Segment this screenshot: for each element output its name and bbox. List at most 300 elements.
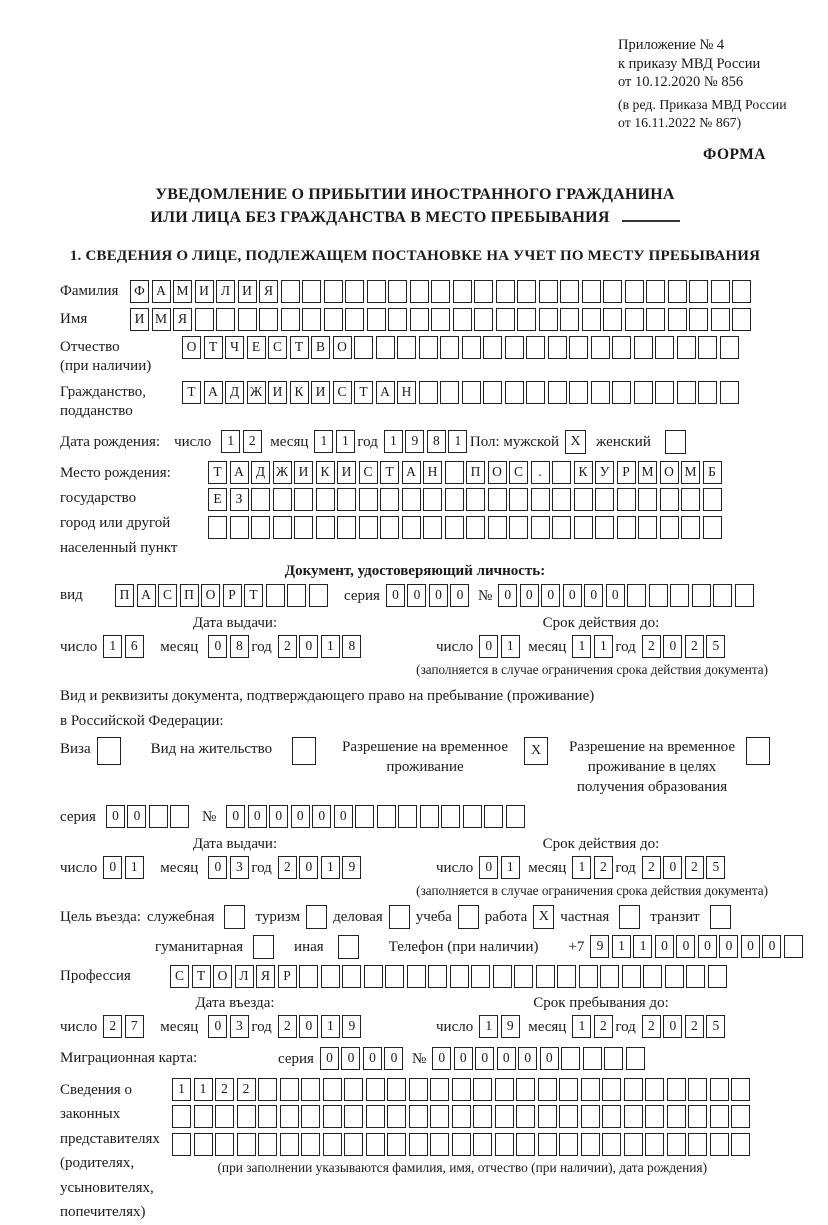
char-cell[interactable]	[627, 584, 646, 607]
char-cell[interactable]	[603, 280, 622, 303]
char-cell[interactable]	[688, 1105, 707, 1128]
char-cell[interactable]: Ф	[130, 280, 149, 303]
char-cell[interactable]: 2	[278, 1015, 297, 1038]
char-cell[interactable]	[516, 1078, 535, 1101]
char-cell[interactable]: Б	[703, 461, 722, 484]
char-cell[interactable]: М	[152, 308, 171, 331]
char-cell[interactable]: О	[201, 584, 220, 607]
char-cell[interactable]	[359, 516, 378, 539]
char-cell[interactable]: И	[337, 461, 356, 484]
char-cell[interactable]	[634, 336, 653, 359]
char-cell[interactable]: 0	[663, 635, 682, 658]
char-cell[interactable]: У	[595, 461, 614, 484]
char-cell[interactable]: Н	[397, 381, 416, 404]
char-cell[interactable]: 1	[125, 856, 144, 879]
char-cell[interactable]	[380, 516, 399, 539]
purpose-sluzhebnaya-checkbox[interactable]	[224, 905, 245, 929]
char-cell[interactable]	[579, 965, 598, 988]
char-cell[interactable]	[660, 516, 679, 539]
char-cell[interactable]	[280, 1078, 299, 1101]
char-cell[interactable]: Р	[617, 461, 636, 484]
char-cell[interactable]: 0	[341, 1047, 360, 1070]
char-cell[interactable]	[516, 1105, 535, 1128]
char-cell[interactable]: 0	[363, 1047, 382, 1070]
char-cell[interactable]	[496, 280, 515, 303]
char-cell[interactable]	[495, 1133, 514, 1156]
char-cell[interactable]	[473, 1078, 492, 1101]
char-cell[interactable]	[784, 935, 803, 958]
char-cell[interactable]	[667, 1105, 686, 1128]
char-cell[interactable]: О	[660, 461, 679, 484]
char-cell[interactable]: Д	[251, 461, 270, 484]
char-cell[interactable]: В	[311, 336, 330, 359]
char-cell[interactable]	[445, 516, 464, 539]
char-cell[interactable]	[711, 308, 730, 331]
char-cell[interactable]: Р	[223, 584, 242, 607]
char-cell[interactable]	[677, 381, 696, 404]
char-cell[interactable]	[195, 308, 214, 331]
char-cell[interactable]: 0	[299, 635, 318, 658]
char-cell[interactable]	[552, 488, 571, 511]
char-cell[interactable]: 1	[194, 1078, 213, 1101]
char-cell[interactable]	[237, 1133, 256, 1156]
char-cell[interactable]: .	[531, 461, 550, 484]
char-cell[interactable]	[708, 965, 727, 988]
char-cell[interactable]	[376, 336, 395, 359]
char-cell[interactable]	[251, 516, 270, 539]
char-cell[interactable]	[453, 308, 472, 331]
char-cell[interactable]	[649, 584, 668, 607]
char-cell[interactable]	[294, 516, 313, 539]
char-cell[interactable]	[539, 308, 558, 331]
char-cell[interactable]: М	[173, 280, 192, 303]
char-cell[interactable]	[505, 336, 524, 359]
char-cell[interactable]	[732, 308, 751, 331]
char-cell[interactable]	[380, 488, 399, 511]
char-cell[interactable]	[366, 1078, 385, 1101]
char-cell[interactable]	[689, 280, 708, 303]
char-cell[interactable]	[624, 1133, 643, 1156]
char-cell[interactable]	[591, 336, 610, 359]
char-cell[interactable]: 0	[741, 935, 760, 958]
char-cell[interactable]	[686, 965, 705, 988]
char-cell[interactable]	[466, 488, 485, 511]
char-cell[interactable]	[604, 1047, 623, 1070]
char-cell[interactable]	[431, 308, 450, 331]
char-cell[interactable]	[622, 965, 641, 988]
char-cell[interactable]	[692, 584, 711, 607]
char-cell[interactable]: Р	[278, 965, 297, 988]
char-cell[interactable]: 1	[501, 635, 520, 658]
char-cell[interactable]: 0	[320, 1047, 339, 1070]
char-cell[interactable]: 9	[501, 1015, 520, 1038]
char-cell[interactable]: И	[195, 280, 214, 303]
char-cell[interactable]: Т	[208, 461, 227, 484]
char-cell[interactable]: 0	[479, 856, 498, 879]
char-cell[interactable]: 1	[336, 430, 355, 453]
char-cell[interactable]: 0	[584, 584, 603, 607]
char-cell[interactable]	[488, 516, 507, 539]
char-cell[interactable]	[316, 488, 335, 511]
char-cell[interactable]	[595, 516, 614, 539]
char-cell[interactable]	[493, 965, 512, 988]
char-cell[interactable]: Т	[290, 336, 309, 359]
char-cell[interactable]	[409, 1133, 428, 1156]
char-cell[interactable]	[287, 584, 306, 607]
char-cell[interactable]	[149, 805, 168, 828]
char-cell[interactable]	[324, 280, 343, 303]
char-cell[interactable]	[560, 280, 579, 303]
char-cell[interactable]	[703, 516, 722, 539]
char-cell[interactable]	[559, 1105, 578, 1128]
char-cell[interactable]	[538, 1133, 557, 1156]
char-cell[interactable]	[634, 381, 653, 404]
purpose-inaya-checkbox[interactable]	[338, 935, 359, 959]
char-cell[interactable]	[172, 1105, 191, 1128]
char-cell[interactable]: А	[402, 461, 421, 484]
char-cell[interactable]: 2	[237, 1078, 256, 1101]
char-cell[interactable]	[731, 1105, 750, 1128]
char-cell[interactable]	[581, 1078, 600, 1101]
char-cell[interactable]	[557, 965, 576, 988]
char-cell[interactable]	[531, 516, 550, 539]
char-cell[interactable]	[273, 516, 292, 539]
char-cell[interactable]	[388, 308, 407, 331]
char-cell[interactable]: С	[158, 584, 177, 607]
char-cell[interactable]: 0	[312, 805, 331, 828]
char-cell[interactable]: 0	[208, 856, 227, 879]
char-cell[interactable]	[428, 965, 447, 988]
char-cell[interactable]: 2	[594, 1015, 613, 1038]
char-cell[interactable]: 5	[706, 1015, 725, 1038]
char-cell[interactable]: К	[574, 461, 593, 484]
char-cell[interactable]	[321, 965, 340, 988]
char-cell[interactable]	[216, 308, 235, 331]
char-cell[interactable]	[397, 336, 416, 359]
char-cell[interactable]	[665, 965, 684, 988]
char-cell[interactable]	[259, 308, 278, 331]
char-cell[interactable]: 0	[497, 1047, 516, 1070]
char-cell[interactable]	[602, 1133, 621, 1156]
char-cell[interactable]: Ж	[247, 381, 266, 404]
char-cell[interactable]	[625, 308, 644, 331]
char-cell[interactable]: 2	[278, 856, 297, 879]
char-cell[interactable]: 0	[719, 935, 738, 958]
char-cell[interactable]: Я	[259, 280, 278, 303]
char-cell[interactable]	[548, 381, 567, 404]
char-cell[interactable]	[301, 1133, 320, 1156]
char-cell[interactable]: 1	[384, 430, 403, 453]
char-cell[interactable]	[731, 1078, 750, 1101]
char-cell[interactable]: 8	[230, 635, 249, 658]
char-cell[interactable]	[452, 1133, 471, 1156]
char-cell[interactable]	[624, 1078, 643, 1101]
char-cell[interactable]: 1	[479, 1015, 498, 1038]
char-cell[interactable]	[667, 1078, 686, 1101]
char-cell[interactable]: А	[137, 584, 156, 607]
char-cell[interactable]	[440, 381, 459, 404]
char-cell[interactable]: 2	[243, 430, 262, 453]
char-cell[interactable]	[638, 488, 657, 511]
char-cell[interactable]	[645, 1133, 664, 1156]
char-cell[interactable]	[367, 280, 386, 303]
char-cell[interactable]	[474, 308, 493, 331]
char-cell[interactable]	[258, 1133, 277, 1156]
char-cell[interactable]	[595, 488, 614, 511]
char-cell[interactable]	[463, 805, 482, 828]
temp-residence-checkbox[interactable]: X	[524, 737, 548, 765]
char-cell[interactable]	[517, 280, 536, 303]
char-cell[interactable]	[441, 805, 460, 828]
char-cell[interactable]	[531, 488, 550, 511]
residence-permit-checkbox[interactable]	[292, 737, 316, 765]
char-cell[interactable]	[538, 1078, 557, 1101]
char-cell[interactable]: 2	[103, 1015, 122, 1038]
char-cell[interactable]	[645, 1105, 664, 1128]
purpose-turizm-checkbox[interactable]	[306, 905, 327, 929]
char-cell[interactable]	[538, 1105, 557, 1128]
purpose-delovaya-checkbox[interactable]	[389, 905, 410, 929]
char-cell[interactable]: 1	[103, 635, 122, 658]
char-cell[interactable]	[574, 516, 593, 539]
char-cell[interactable]	[172, 1133, 191, 1156]
char-cell[interactable]	[732, 280, 751, 303]
char-cell[interactable]	[617, 516, 636, 539]
char-cell[interactable]: 5	[706, 635, 725, 658]
char-cell[interactable]	[703, 488, 722, 511]
char-cell[interactable]	[514, 965, 533, 988]
char-cell[interactable]	[617, 488, 636, 511]
char-cell[interactable]	[316, 516, 335, 539]
char-cell[interactable]: П	[180, 584, 199, 607]
char-cell[interactable]	[539, 280, 558, 303]
char-cell[interactable]	[509, 488, 528, 511]
char-cell[interactable]: 1	[501, 856, 520, 879]
char-cell[interactable]: 0	[520, 584, 539, 607]
char-cell[interactable]	[710, 1078, 729, 1101]
char-cell[interactable]	[345, 280, 364, 303]
char-cell[interactable]: Ж	[273, 461, 292, 484]
female-checkbox[interactable]	[665, 430, 686, 454]
char-cell[interactable]	[516, 1133, 535, 1156]
char-cell[interactable]	[258, 1078, 277, 1101]
char-cell[interactable]	[689, 308, 708, 331]
char-cell[interactable]	[294, 488, 313, 511]
char-cell[interactable]: С	[333, 381, 352, 404]
char-cell[interactable]	[440, 336, 459, 359]
char-cell[interactable]	[660, 488, 679, 511]
char-cell[interactable]	[402, 516, 421, 539]
char-cell[interactable]	[398, 805, 417, 828]
char-cell[interactable]	[355, 805, 374, 828]
char-cell[interactable]	[323, 1078, 342, 1101]
char-cell[interactable]	[561, 1047, 580, 1070]
char-cell[interactable]	[430, 1105, 449, 1128]
char-cell[interactable]	[302, 280, 321, 303]
char-cell[interactable]	[548, 336, 567, 359]
char-cell[interactable]	[402, 488, 421, 511]
char-cell[interactable]	[735, 584, 754, 607]
char-cell[interactable]: 1	[448, 430, 467, 453]
visa-checkbox[interactable]	[97, 737, 121, 765]
char-cell[interactable]	[387, 1105, 406, 1128]
char-cell[interactable]: 2	[642, 856, 661, 879]
char-cell[interactable]	[337, 516, 356, 539]
char-cell[interactable]	[581, 1105, 600, 1128]
char-cell[interactable]: Т	[380, 461, 399, 484]
char-cell[interactable]: 0	[208, 635, 227, 658]
char-cell[interactable]	[354, 336, 373, 359]
char-cell[interactable]	[452, 1105, 471, 1128]
char-cell[interactable]: 1	[221, 430, 240, 453]
char-cell[interactable]	[559, 1078, 578, 1101]
char-cell[interactable]: 0	[663, 856, 682, 879]
char-cell[interactable]	[230, 516, 249, 539]
char-cell[interactable]: М	[638, 461, 657, 484]
char-cell[interactable]: О	[213, 965, 232, 988]
char-cell[interactable]	[612, 381, 631, 404]
char-cell[interactable]	[323, 1105, 342, 1128]
char-cell[interactable]	[509, 516, 528, 539]
char-cell[interactable]: 0	[518, 1047, 537, 1070]
char-cell[interactable]: 2	[642, 635, 661, 658]
char-cell[interactable]	[273, 488, 292, 511]
char-cell[interactable]	[301, 1105, 320, 1128]
char-cell[interactable]	[581, 1133, 600, 1156]
char-cell[interactable]	[710, 1133, 729, 1156]
char-cell[interactable]: 0	[454, 1047, 473, 1070]
char-cell[interactable]: 0	[540, 1047, 559, 1070]
char-cell[interactable]	[536, 965, 555, 988]
char-cell[interactable]: 0	[291, 805, 310, 828]
char-cell[interactable]	[410, 308, 429, 331]
temp-residence-education-checkbox[interactable]	[746, 737, 770, 765]
char-cell[interactable]	[670, 584, 689, 607]
char-cell[interactable]	[483, 336, 502, 359]
char-cell[interactable]	[569, 336, 588, 359]
char-cell[interactable]: 0	[386, 584, 405, 607]
char-cell[interactable]	[194, 1133, 213, 1156]
char-cell[interactable]	[423, 488, 442, 511]
char-cell[interactable]: 0	[334, 805, 353, 828]
char-cell[interactable]	[582, 308, 601, 331]
char-cell[interactable]: 9	[405, 430, 424, 453]
char-cell[interactable]: Л	[235, 965, 254, 988]
char-cell[interactable]	[342, 965, 361, 988]
char-cell[interactable]	[720, 336, 739, 359]
char-cell[interactable]	[420, 805, 439, 828]
char-cell[interactable]	[431, 280, 450, 303]
char-cell[interactable]: 0	[384, 1047, 403, 1070]
char-cell[interactable]	[638, 516, 657, 539]
char-cell[interactable]	[299, 965, 318, 988]
char-cell[interactable]: 3	[230, 1015, 249, 1038]
char-cell[interactable]	[681, 516, 700, 539]
char-cell[interactable]: С	[268, 336, 287, 359]
char-cell[interactable]: 2	[215, 1078, 234, 1101]
char-cell[interactable]: Т	[182, 381, 201, 404]
char-cell[interactable]: А	[204, 381, 223, 404]
char-cell[interactable]: 0	[541, 584, 560, 607]
char-cell[interactable]	[711, 280, 730, 303]
char-cell[interactable]: Т	[192, 965, 211, 988]
char-cell[interactable]	[377, 805, 396, 828]
char-cell[interactable]: 6	[125, 635, 144, 658]
char-cell[interactable]	[710, 1105, 729, 1128]
char-cell[interactable]	[626, 1047, 645, 1070]
char-cell[interactable]: К	[316, 461, 335, 484]
char-cell[interactable]	[309, 584, 328, 607]
char-cell[interactable]	[453, 280, 472, 303]
char-cell[interactable]: 0	[606, 584, 625, 607]
char-cell[interactable]: Я	[256, 965, 275, 988]
char-cell[interactable]	[281, 280, 300, 303]
char-cell[interactable]: 0	[676, 935, 695, 958]
char-cell[interactable]: О	[488, 461, 507, 484]
char-cell[interactable]: Я	[173, 308, 192, 331]
char-cell[interactable]: 9	[590, 935, 609, 958]
char-cell[interactable]	[445, 488, 464, 511]
char-cell[interactable]	[517, 308, 536, 331]
char-cell[interactable]: А	[376, 381, 395, 404]
char-cell[interactable]	[344, 1133, 363, 1156]
char-cell[interactable]	[474, 280, 493, 303]
char-cell[interactable]: 0	[269, 805, 288, 828]
char-cell[interactable]: 0	[103, 856, 122, 879]
char-cell[interactable]	[591, 381, 610, 404]
char-cell[interactable]	[385, 965, 404, 988]
char-cell[interactable]: 0	[655, 935, 674, 958]
char-cell[interactable]: 0	[248, 805, 267, 828]
char-cell[interactable]	[366, 1105, 385, 1128]
char-cell[interactable]: 0	[762, 935, 781, 958]
char-cell[interactable]: 0	[563, 584, 582, 607]
char-cell[interactable]: 0	[127, 805, 146, 828]
char-cell[interactable]	[602, 1078, 621, 1101]
char-cell[interactable]	[655, 381, 674, 404]
char-cell[interactable]: 0	[475, 1047, 494, 1070]
char-cell[interactable]	[583, 1047, 602, 1070]
char-cell[interactable]	[430, 1078, 449, 1101]
char-cell[interactable]: Ч	[225, 336, 244, 359]
char-cell[interactable]	[484, 805, 503, 828]
char-cell[interactable]	[450, 965, 469, 988]
purpose-rabota-checkbox[interactable]: X	[533, 905, 554, 929]
char-cell[interactable]	[170, 805, 189, 828]
char-cell[interactable]	[488, 488, 507, 511]
char-cell[interactable]: 0	[698, 935, 717, 958]
char-cell[interactable]: С	[509, 461, 528, 484]
char-cell[interactable]	[668, 280, 687, 303]
char-cell[interactable]: 0	[479, 635, 498, 658]
char-cell[interactable]	[495, 1105, 514, 1128]
char-cell[interactable]	[258, 1105, 277, 1128]
char-cell[interactable]: 1	[314, 430, 333, 453]
char-cell[interactable]: С	[170, 965, 189, 988]
char-cell[interactable]	[582, 280, 601, 303]
char-cell[interactable]	[483, 381, 502, 404]
char-cell[interactable]: 0	[432, 1047, 451, 1070]
char-cell[interactable]	[409, 1105, 428, 1128]
char-cell[interactable]	[643, 965, 662, 988]
char-cell[interactable]: 0	[450, 584, 469, 607]
char-cell[interactable]: 0	[299, 856, 318, 879]
char-cell[interactable]	[430, 1133, 449, 1156]
purpose-ucheba-checkbox[interactable]	[458, 905, 479, 929]
male-checkbox[interactable]: X	[565, 430, 586, 454]
char-cell[interactable]: 2	[685, 1015, 704, 1038]
char-cell[interactable]	[344, 1078, 363, 1101]
